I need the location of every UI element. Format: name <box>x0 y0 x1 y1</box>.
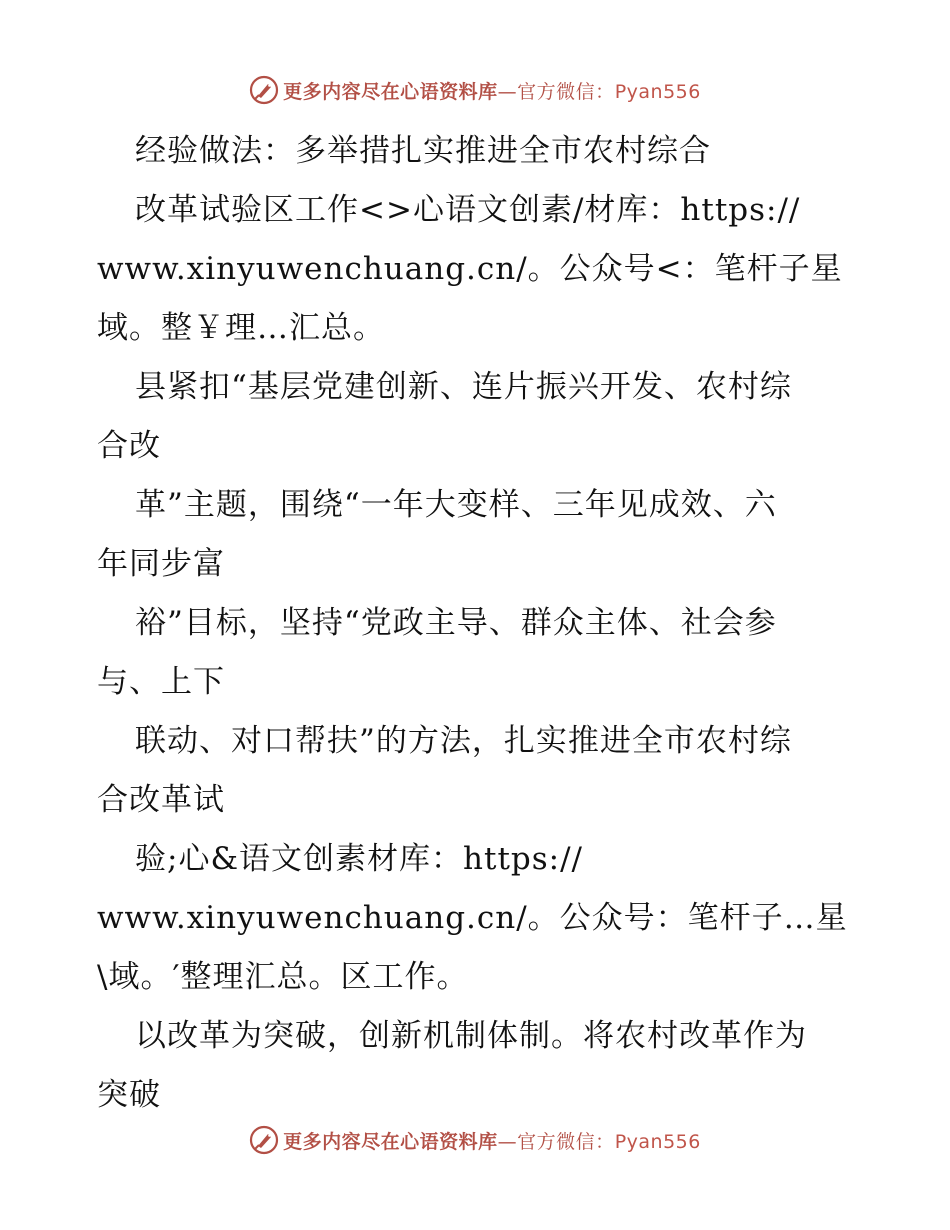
body-line: 经验做法：多举措扎实推进全市农村综合 <box>135 133 711 169</box>
body-line: 年同步富 <box>97 546 225 582</box>
pen-nib-logo-icon <box>249 1125 279 1155</box>
banner-main-text: 更多内容尽在心语资料库 <box>283 80 498 103</box>
banner-dash: — <box>497 1130 518 1153</box>
body-line: 联动、对口帮扶”的方法，扎实推进全市农村综 <box>135 723 792 759</box>
banner-main-text: 更多内容尽在心语资料库 <box>283 1130 498 1153</box>
body-line: www.xinyuwenchuang.cn/。公众号：笔杆子…星 <box>97 900 848 936</box>
body-line: 革”主题，围绕“一年大变样、三年见成效、六 <box>135 487 777 523</box>
banner-wechat-label: 官方微信： <box>517 1130 615 1153</box>
body-line: www.xinyuwenchuang.cn/。公众号<：笔杆子星 <box>97 251 843 287</box>
banner-text <box>283 77 701 104</box>
body-line: 以改革为突破，创新机制体制。将农村改革作为 <box>135 1018 807 1054</box>
body-line: \域。′整理汇总。区工作。 <box>97 959 469 995</box>
body-line: 验;心&语文创素材库：https:// <box>135 841 584 877</box>
body-line: 合改革试 <box>97 782 225 818</box>
body-line: 县紧扣“基层党建创新、连片振兴开发、农村综 <box>135 369 792 405</box>
header-banner <box>0 72 950 108</box>
banner-wechat-label: 官方微信： <box>517 80 615 103</box>
pen-nib-logo-icon <box>249 75 279 105</box>
body-line: 与、上下 <box>97 664 225 700</box>
footer-banner <box>0 1122 950 1158</box>
banner-text <box>283 1127 701 1154</box>
banner-wechat-id: Pyan556 <box>614 80 701 103</box>
body-line: 裕”目标，坚持“党政主导、群众主体、社会参 <box>135 605 777 641</box>
banner-dash: — <box>497 80 518 103</box>
document-body <box>97 122 867 1125</box>
banner-wechat-id: Pyan556 <box>614 1130 701 1153</box>
body-line: 域。整￥理…汇总。 <box>97 310 385 346</box>
body-line: 改革试验区工作<>心语文创素/材库：https:// <box>135 192 801 228</box>
body-line: 合改 <box>97 428 161 464</box>
body-line: 突破 <box>97 1077 161 1113</box>
